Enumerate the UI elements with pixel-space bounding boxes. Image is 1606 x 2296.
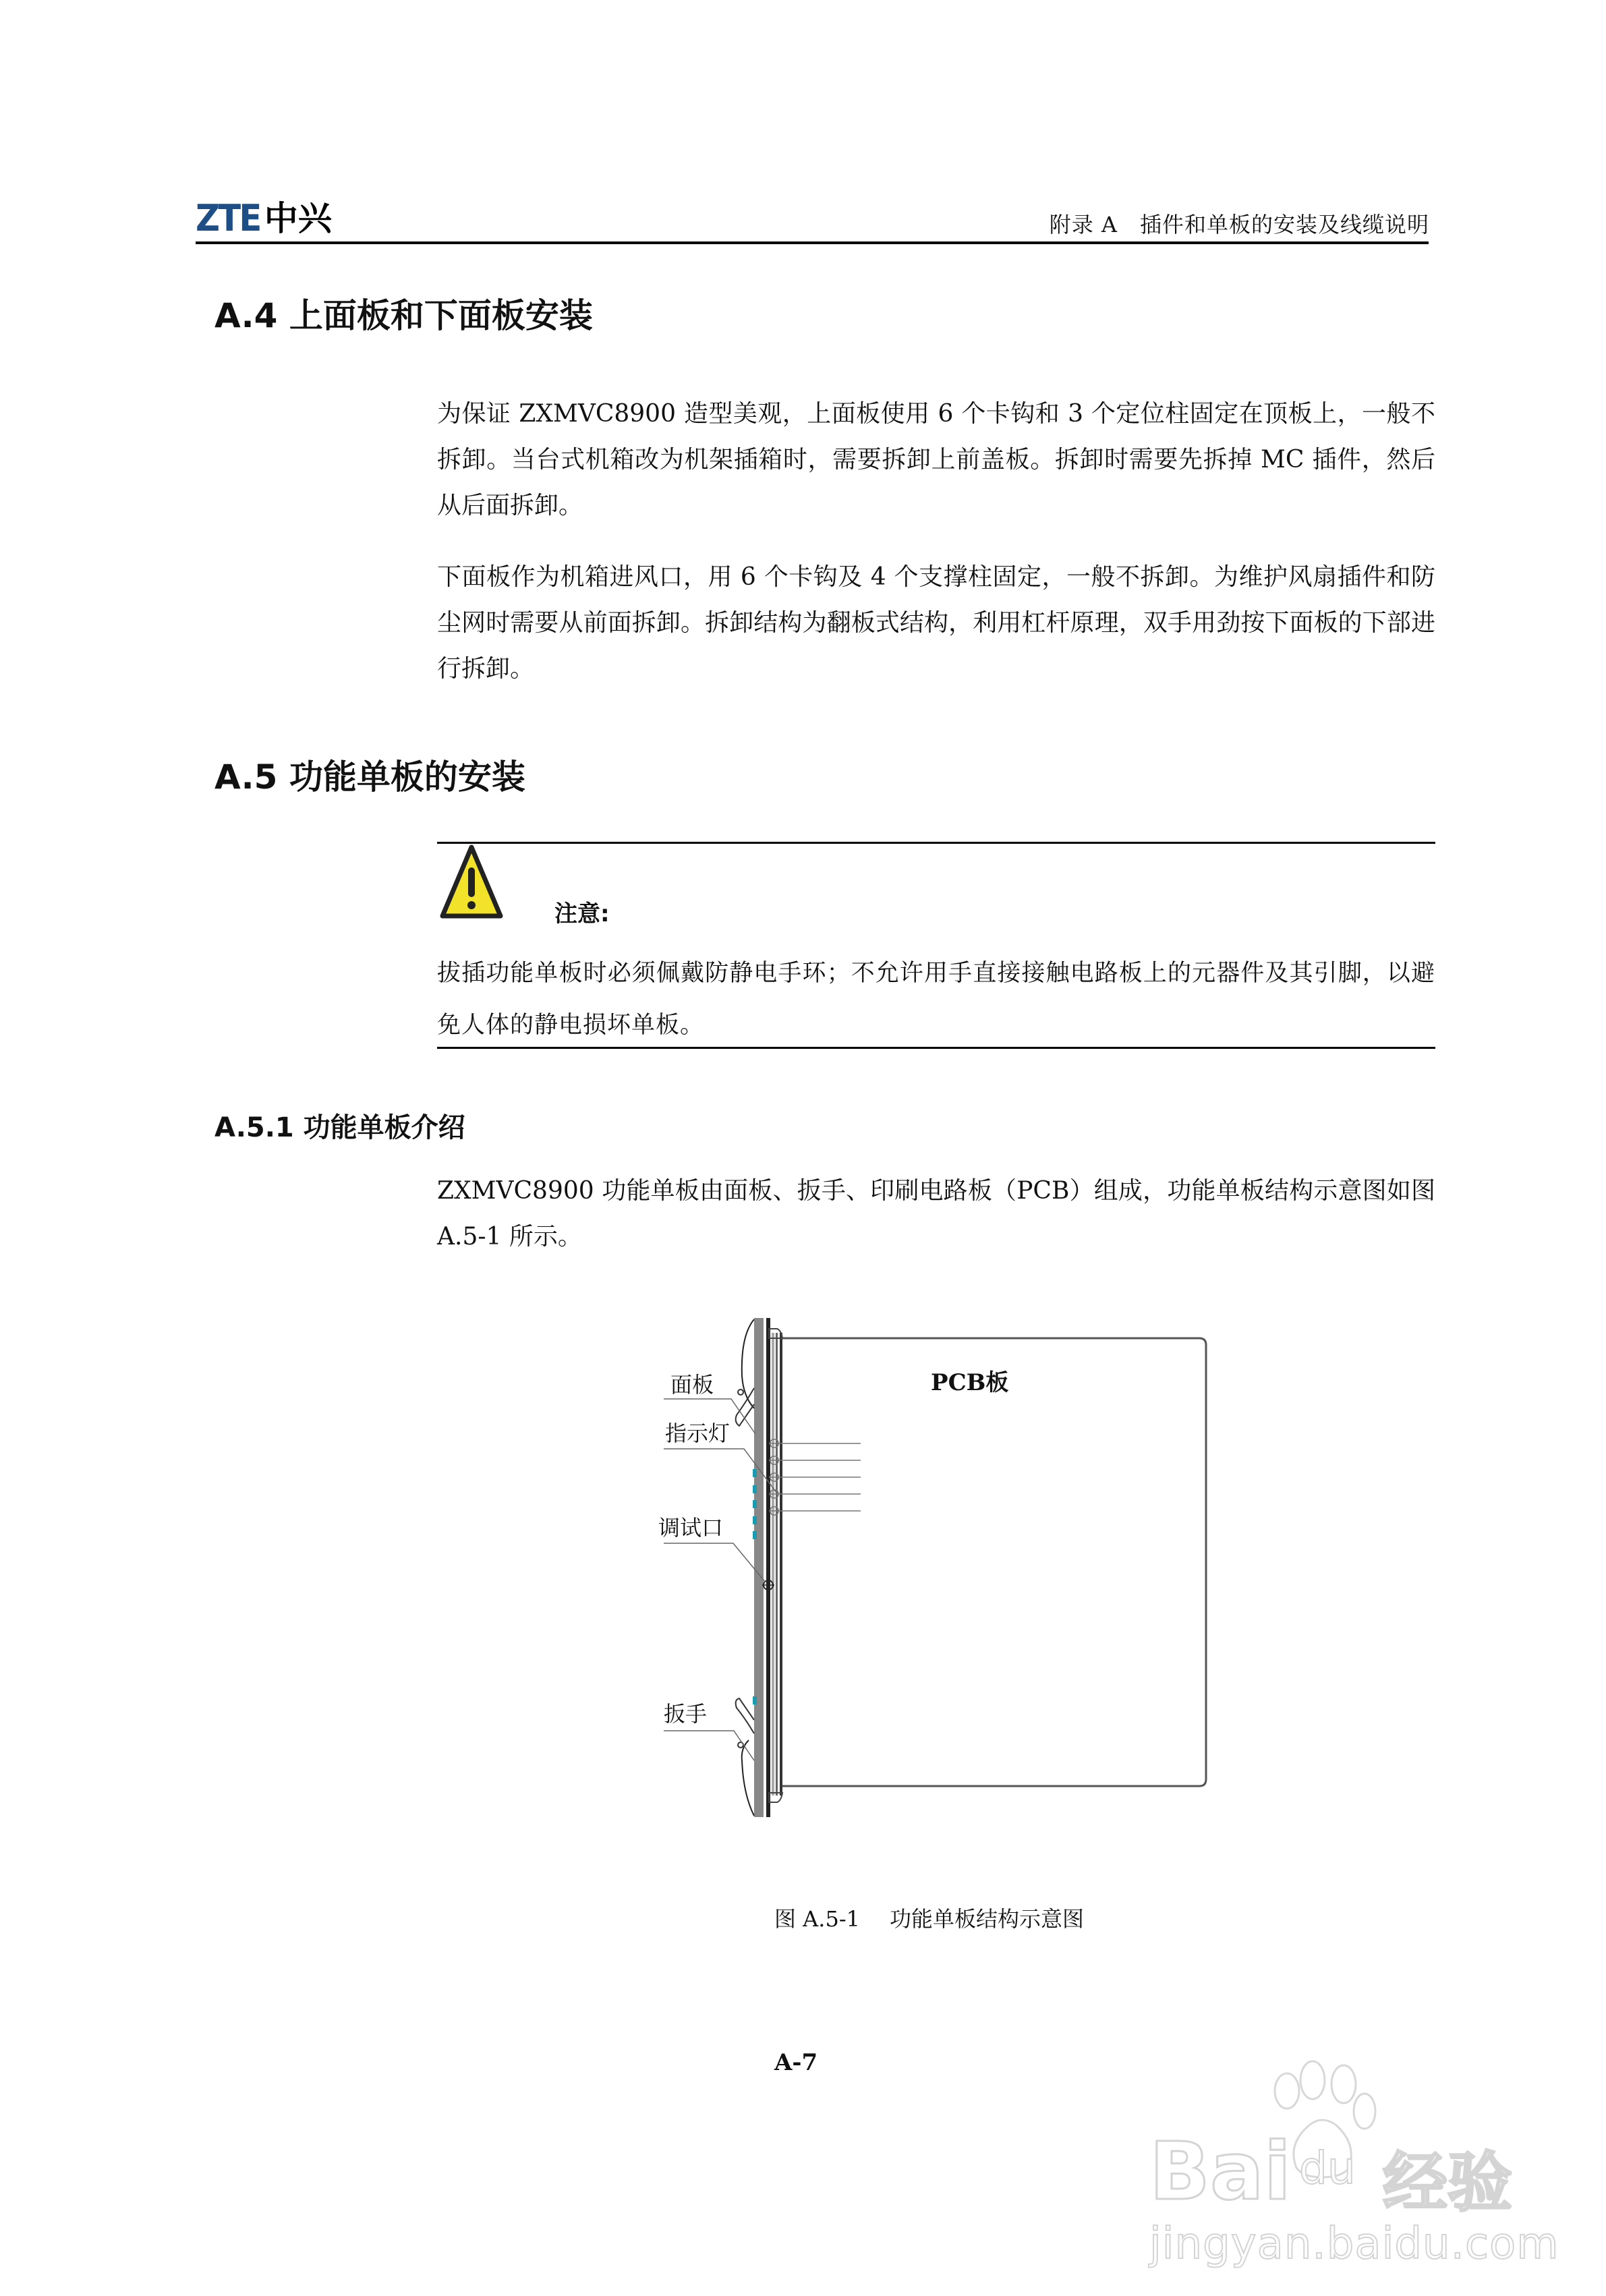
subsection-heading-a51: A.5.1 功能单板介绍	[214, 1112, 465, 1143]
figure-caption	[774, 1902, 1084, 1933]
section-heading-a5: A.5 功能单板的安装	[214, 757, 525, 797]
notice-top-rule	[437, 842, 1435, 844]
zte-logo	[196, 197, 332, 237]
header-divider	[196, 241, 1429, 244]
watermark-brand: Bai	[1149, 2125, 1292, 2218]
logo-cn: 中兴	[264, 199, 332, 238]
paragraph: 为保证 ZXMVC8900 造型美观，上面板使用 6 个卡钩和 3 个定位柱固定在顶板上，一般不拆卸。当台式机箱改为机架插箱时，需要拆卸上前盖板。拆卸时需要先拆掉 MC 插件，然后从后面拆卸。	[437, 400, 1435, 519]
notice-label: 注意:	[554, 900, 610, 927]
watermark-cn: 经验	[1383, 2145, 1512, 2220]
label-debug-port: 调试口	[658, 1515, 724, 1541]
notice-text: 拔插功能单板时必须佩戴防静电手环；不允许用手直接接触电路板上的元器件及其引脚，以避免人体的静电损坏单板。	[437, 960, 1435, 1039]
caption-text: 功能单板结构示意图	[890, 1906, 1085, 1932]
warning-triangle-icon	[440, 844, 503, 920]
baidu-jingyan-watermark	[1140, 2024, 1606, 2293]
section-heading-a4: A.4 上面板和下面板安装	[214, 296, 593, 335]
notice-bottom-rule	[437, 1047, 1435, 1049]
watermark-paw-text: du	[1299, 2142, 1356, 2194]
caption-number: 图 A.5-1	[774, 1906, 860, 1932]
label-pcb: PCB板	[931, 1369, 1009, 1396]
logo-latin: ZTE	[196, 197, 260, 239]
watermark-url: jingyan.baidu.com	[1149, 2219, 1559, 2269]
label-indicator: 指示灯	[665, 1420, 730, 1446]
label-lever: 扳手	[664, 1701, 708, 1727]
board-structure-figure	[634, 1295, 1228, 1848]
paragraph: ZXMVC8900 功能单板由面板、扳手、印刷电路板（PCB）组成，功能单板结构示意图如图 A.5-1 所示。	[437, 1177, 1435, 1251]
chapter-title: 附录 A 插件和单板的安装及线缆说明	[1049, 212, 1429, 237]
page-number: A-7	[774, 2049, 818, 2076]
label-panel: 面板	[670, 1372, 714, 1398]
paragraph: 下面板作为机箱进风口，用 6 个卡钩及 4 个支撑柱固定，一般不拆卸。为维护风扇插件和防尘网时需要从前面拆卸。拆卸结构为翻板式结构，利用杠杆原理，双手用劲按下面板的下部进行拆卸。	[437, 563, 1435, 683]
